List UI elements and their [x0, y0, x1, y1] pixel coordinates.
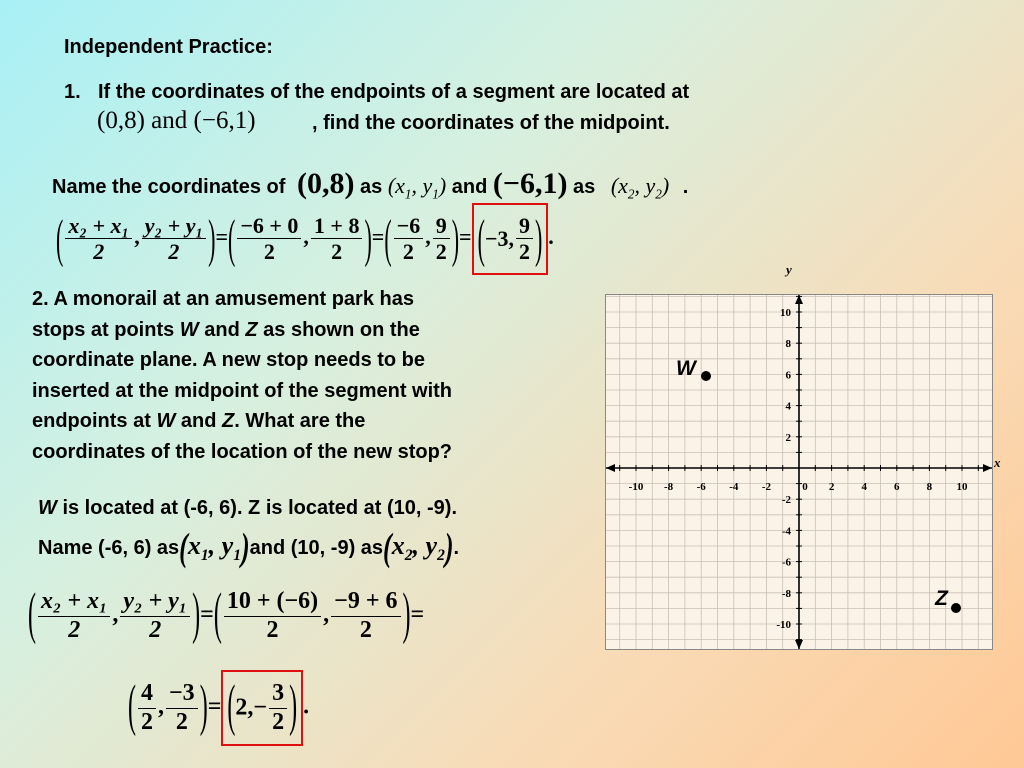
x-tick-label: -4	[729, 481, 739, 493]
point-z-label: Z	[935, 587, 948, 610]
p2-line-3: coordinate plane. A new stop needs to be	[32, 349, 426, 371]
y-tick-label: 4	[785, 400, 791, 413]
y-axis-label: y	[786, 262, 792, 277]
y-tick-label: 2	[785, 431, 791, 444]
problem2-formula: ( $\frac{\text{x₂ + x₁}}{2}$ , $\frac{\text{y₂ + y₁}}{2}$ )=( $\frac{10 + (-6)}{2}$ , $\frac{-9 + 6}{2}$ )=	[28, 583, 425, 647]
y-arrow-down	[795, 640, 803, 649]
x-tick-label: -2	[761, 481, 771, 493]
x-tick-label: 10	[956, 481, 968, 493]
f1-right-frac: $\frac{\text{y₂ + y₁}}{2}$	[142, 213, 206, 265]
y-tick-label: 10	[780, 307, 791, 319]
p2-f3-right: $\frac{-3}{2}$	[166, 680, 198, 736]
p2-f2-left: $\frac{10 + (-6)}{2}$	[224, 588, 321, 644]
f2-left-frac: $\frac{-6 + 0}{2}$	[237, 213, 301, 265]
y-tick-label: -2	[781, 494, 791, 507]
period: .	[682, 176, 689, 198]
name-text: Name the coordinates of	[52, 176, 286, 198]
f3-right-frac: $\frac{9}{2}$	[433, 213, 450, 265]
p2-f2-right: $\frac{-9 + 6}{2}$	[331, 588, 400, 644]
point-z-dot	[951, 603, 961, 613]
problem2-located-line: W is located at (-6, 6). Z is located at (10, -9).	[38, 497, 457, 519]
problem2-name-line: Name (-6, 6) $as(x_1$, $y_1)and$ (10, -9) $as(x_2$, $y_2$).	[38, 525, 460, 570]
x-tick-label: 6	[894, 481, 900, 493]
problem1-text: If the coordinates of the endpoints of a segment are located at	[98, 81, 690, 103]
f2-right-frac: $\frac{1 + 8}{2}$	[311, 213, 363, 265]
x-arrow-right	[983, 464, 992, 472]
y-tick-label: -8	[781, 587, 791, 600]
heading: Independent Practice:	[64, 36, 273, 58]
p2-line-2: stops at points W and Z as shown on the	[32, 318, 420, 341]
problem1-answer-box: (−3, $\frac{9}{2}$ )	[472, 203, 549, 275]
problem1-points	[97, 107, 256, 135]
p2-line-6: coordinates of the location of the new stop?	[32, 440, 453, 463]
and-text: and	[451, 176, 488, 198]
x-tick-label: -10	[628, 481, 644, 493]
x-tick-label: 0	[802, 481, 808, 493]
y-tick-label: -6	[781, 556, 791, 569]
x-tick-label: 2	[828, 481, 835, 493]
x-tick-label: -8	[664, 481, 674, 493]
p2-f3-left: $\frac{4}{2}$	[138, 680, 156, 736]
problem1-name-line	[52, 167, 688, 202]
problem1-number: 1.	[64, 81, 81, 103]
problem2-answer-box: (2,− $\frac{3}{2}$ )	[221, 670, 303, 746]
f1-left-frac: $\frac{\text{x₂ + x₁}}{2}$	[65, 213, 132, 265]
point-w-dot	[701, 371, 711, 381]
x-tick-label: 8	[926, 481, 933, 493]
f3-left-frac: $\frac{-6}{2}$	[394, 213, 424, 265]
problem1-point-a: (0,8)	[97, 107, 145, 134]
p2-line-4: inserted at the midpoint of the segment with	[32, 379, 453, 402]
p2-f1-left: $\frac{\text{x₂ + x₁}}{2}$	[38, 588, 110, 644]
x-tick-label: -6	[696, 481, 706, 493]
problem1-formula: ( $\frac{\text{x₂ + x₁}}{2}$ , $\frac{\text{y₂ + y₁}}{2}$ )=( $\frac{-6 + 0}{2}$ , $\frac{1 + 8}{2}$ )=( $\frac{-6}{2}$ , $\frac{9}{2}$ )= (−3, $\frac{9}{2}$ ) .	[56, 203, 554, 275]
y-tick-label: 8	[785, 338, 791, 351]
x-arrow-left	[606, 464, 615, 472]
name-point-b: (−6,1)	[492, 167, 568, 200]
problem2-formula-result: ( $\frac{4}{2}$ , $\frac{-3}{2}$ )= (2,− $\frac{3}{2}$ ) .	[128, 670, 309, 746]
x1y1-label: ($x_1$, $y_1$)	[387, 173, 447, 202]
problem1-and: and	[151, 107, 188, 134]
as-text-2: as	[573, 176, 596, 198]
p2-f1-right: $\frac{\text{y₂ + y₁}}{2}$	[120, 588, 190, 644]
p2-line-5: endpoints at W and Z. What are the	[32, 410, 366, 432]
problem1-text-after: , find the coordinates of the midpoint.	[312, 112, 670, 134]
x2y2-label: ($x_2$, $y_2$)	[610, 173, 670, 202]
name-point-a: (0,8)	[296, 167, 355, 200]
y-tick-label: -4	[781, 525, 791, 538]
y-tick-label: 6	[785, 369, 791, 382]
x-tick-label: 4	[861, 481, 867, 493]
as-text-1: as	[360, 176, 383, 198]
problem1-point-b: (−6,1)	[193, 107, 256, 134]
x-axis-label: x	[994, 455, 1001, 470]
point-w-label: W	[676, 357, 696, 380]
y-tick-label: -10	[776, 619, 791, 631]
p2-line-1: 2. A monorail at an amusement park has	[32, 288, 414, 310]
problem2-paragraph	[32, 284, 452, 467]
